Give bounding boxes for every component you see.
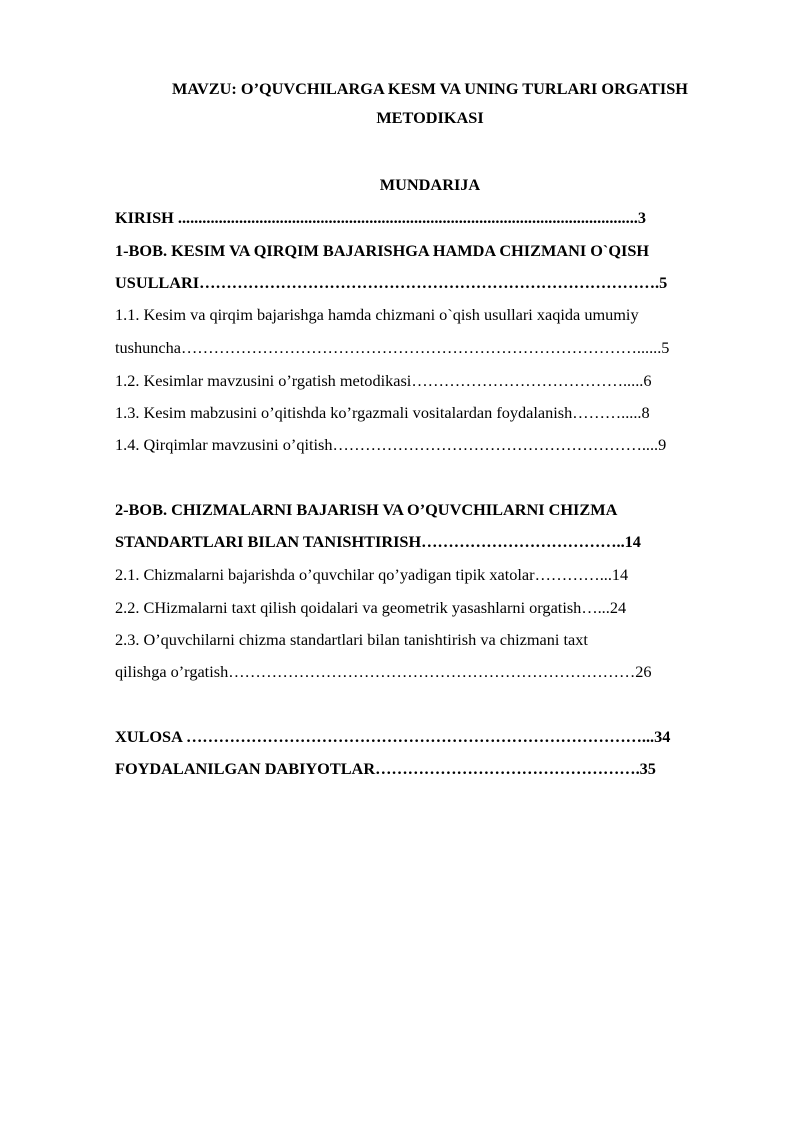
toc-entry-foydalanilgan: FOYDALANILGAN DABIYOTLAR………………………………………….35 xyxy=(115,759,656,778)
toc-heading: MUNDARIJA xyxy=(379,175,481,194)
toc-entry-bob1-line2: USULLARI………………………………………………………………………….5 xyxy=(115,273,668,292)
toc-entry-2-3-line2: qilishga o’rgatish…………………………………………………………………26 xyxy=(115,662,652,681)
toc-entry-1-1-line1: 1.1. Kesim va qirqim bajarishga hamda chizmani o`qish usullari xaqida umumiy xyxy=(115,305,639,324)
toc-entry-bob2-line1: 2-BOB. CHIZMALARNI BAJARISH VA O’QUVCHILARNI CHIZMA xyxy=(115,500,618,519)
title-line-2: METODIKASI xyxy=(376,108,484,127)
toc-entry-kirish: KIRISH .................................................................................................................3 xyxy=(115,208,646,227)
toc-entry-1-3: 1.3. Kesim mabzusini o’qitishda ko’rgazmali vositalardan foydalanish……….....8 xyxy=(115,403,650,422)
toc-entry-2-3-line1: 2.3. O’quvchilarni chizma standartlari bilan tanishtirish va chizmani taxt xyxy=(115,630,588,649)
toc-entry-1-1-line2: tushuncha…………………………………………………………………………......5 xyxy=(115,338,670,357)
toc-entry-1-4: 1.4. Qirqimlar mavzusini o’qitish…………………………………………………....9 xyxy=(115,435,667,454)
toc-entry-bob2-line2: STANDARTLARI BILAN TANISHTIRISH………………………………..14 xyxy=(115,532,641,551)
toc-entry-1-2: 1.2. Kesimlar mavzusini o’rgatish metodikasi………………………………….....6 xyxy=(115,371,652,390)
toc-entry-2-2: 2.2. CHizmalarni taxt qilish qoidalari va geometrik yasashlarni orgatish…...24 xyxy=(115,598,627,617)
toc-entry-xulosa: XULOSA …………………………………………………………………………...34 xyxy=(115,727,671,746)
toc-entry-2-1: 2.1. Chizmalarni bajarishda o’quvchilar qo’yadigan tipik xatolar…………...14 xyxy=(115,565,629,584)
toc-entry-bob1-line1: 1-BOB. KESIM VA QIRQIM BAJARISHGA HAMDA CHIZMANI O`QISH xyxy=(115,241,650,260)
title-line-1: MAVZU: O’QUVCHILARGA KESM VA UNING TURLARI ORGATISH xyxy=(172,79,688,98)
